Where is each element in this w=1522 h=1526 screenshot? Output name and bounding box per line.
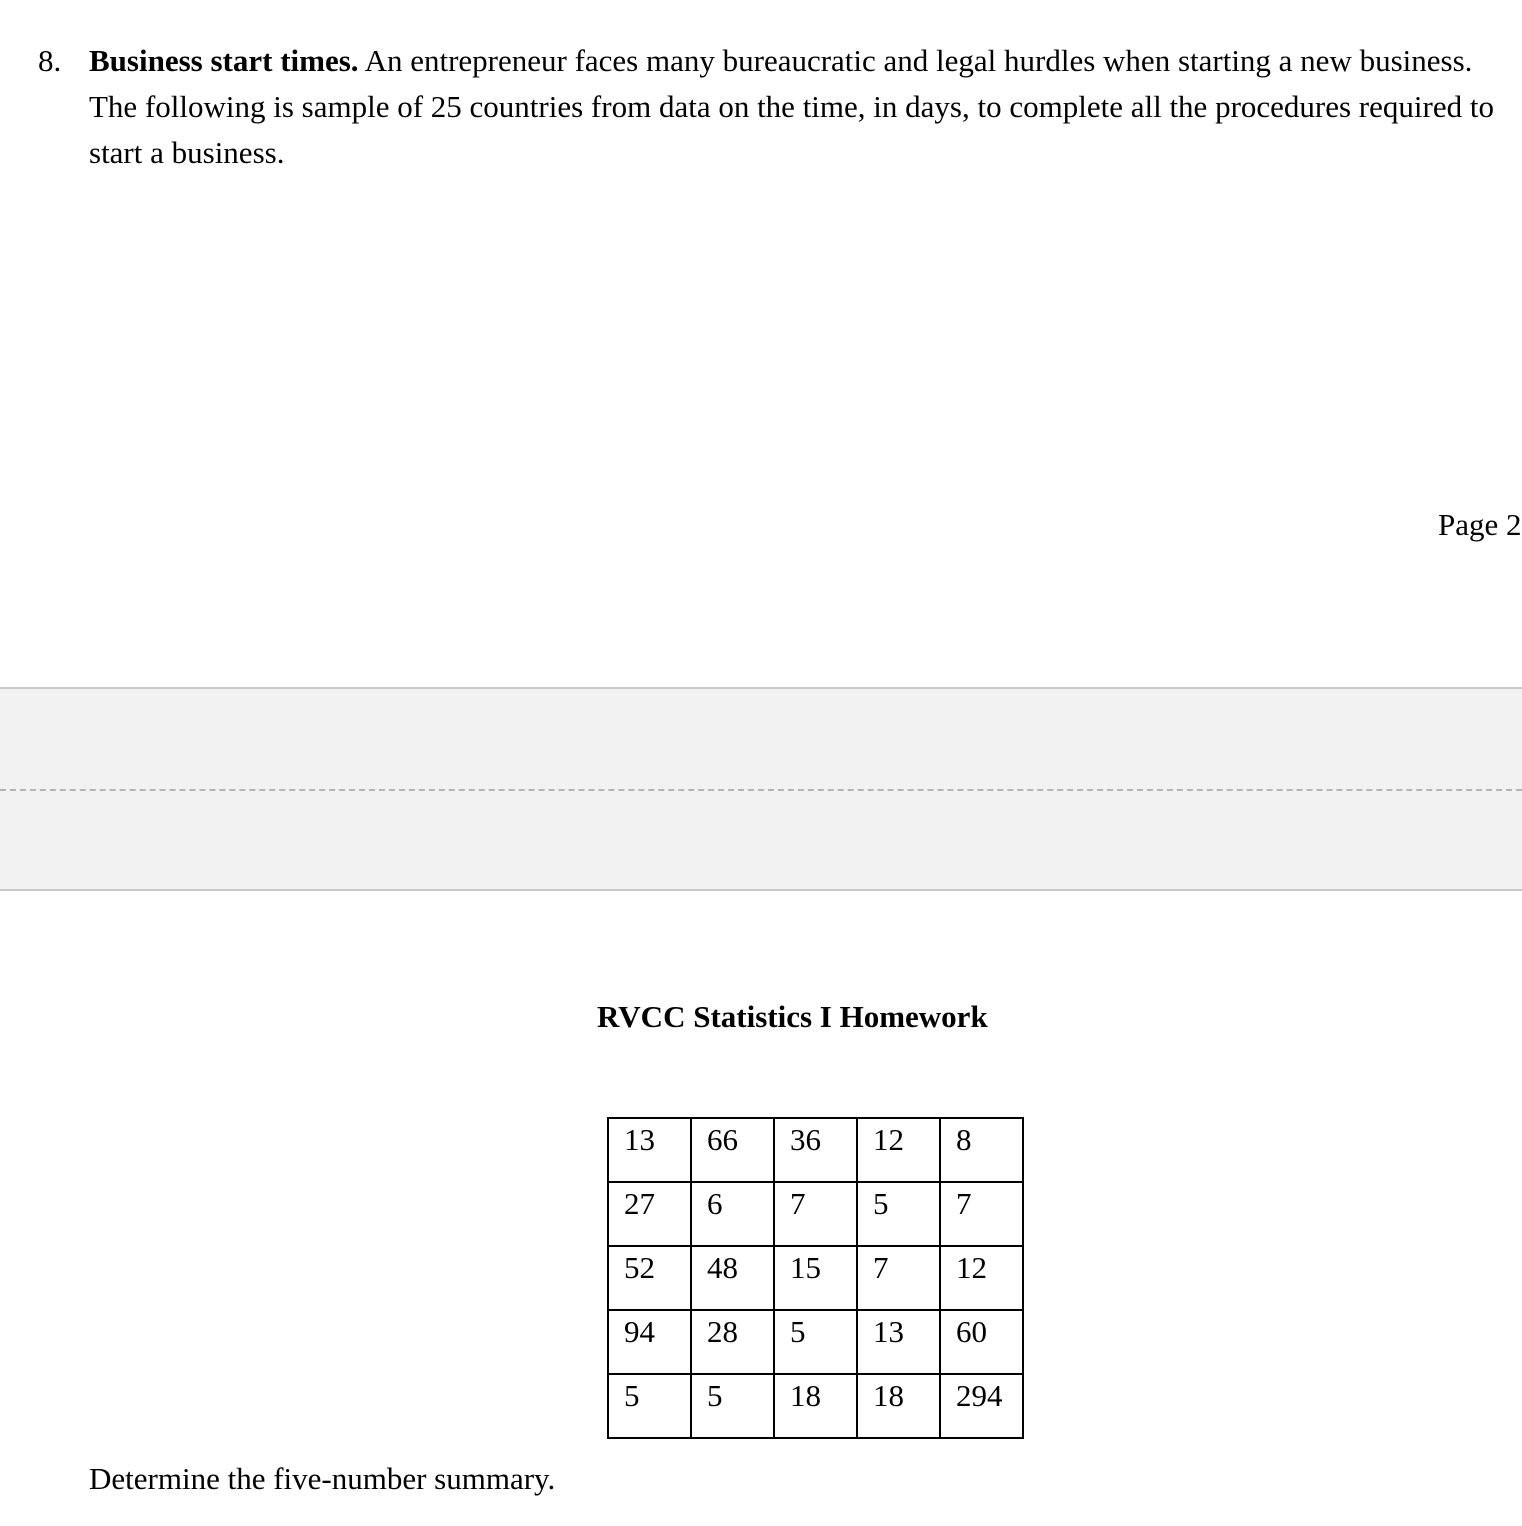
table-cell: 7	[940, 1182, 1023, 1246]
table-row	[608, 1246, 1023, 1310]
table-cell: 94	[608, 1310, 691, 1374]
table-cell: 15	[774, 1246, 857, 1310]
question-title: Business start times.	[89, 43, 359, 78]
table-cell: 8	[940, 1118, 1023, 1182]
table-cell: 27	[608, 1182, 691, 1246]
table-cell: 7	[774, 1182, 857, 1246]
page-break-dashed-line	[0, 789, 1522, 791]
table-row	[608, 1374, 1023, 1438]
table-cell: 12	[857, 1118, 940, 1182]
table-cell: 13	[608, 1118, 691, 1182]
table-cell: 52	[608, 1246, 691, 1310]
page-break-separator	[0, 687, 1522, 891]
page-header-title: RVCC Statistics I Homework	[597, 999, 988, 1034]
table-cell: 5	[608, 1374, 691, 1438]
data-table	[607, 1117, 1024, 1439]
question-number: 8.	[38, 43, 62, 78]
table-cell: 5	[691, 1374, 774, 1438]
page-number: Page 2	[1438, 507, 1522, 542]
table-cell: 48	[691, 1246, 774, 1310]
question-text	[89, 38, 1514, 176]
table-cell: 12	[940, 1246, 1023, 1310]
table-row	[608, 1118, 1023, 1182]
table-cell: 28	[691, 1310, 774, 1374]
table-cell: 66	[691, 1118, 774, 1182]
table-cell: 5	[774, 1310, 857, 1374]
table-cell: 6	[691, 1182, 774, 1246]
table-cell: 7	[857, 1246, 940, 1310]
table-cell: 5	[857, 1182, 940, 1246]
table-cell: 18	[857, 1374, 940, 1438]
table-row	[608, 1310, 1023, 1374]
table-cell: 294	[940, 1374, 1023, 1438]
question-prompt: Determine the five-number summary.	[89, 1461, 556, 1496]
table-cell: 18	[774, 1374, 857, 1438]
table-cell: 60	[940, 1310, 1023, 1374]
table-cell: 13	[857, 1310, 940, 1374]
table-cell: 36	[774, 1118, 857, 1182]
question-body: An entrepreneur faces many bureaucratic and legal hurdles when starting a new business. The following is sample of 25 countries from data on the time, in days, to complete all the procedures required to start a business.	[89, 43, 1494, 170]
table-row	[608, 1182, 1023, 1246]
